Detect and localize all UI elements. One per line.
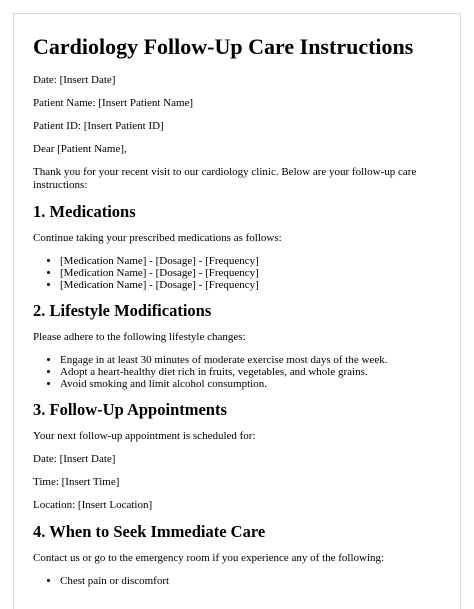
greeting: Dear [Patient Name], (33, 143, 127, 155)
lifestyle-list (33, 354, 448, 390)
lifestyle-heading: 2. Lifestyle Modifications (33, 301, 212, 320)
document-content (33, 34, 448, 597)
appointment-time: Time: [Insert Time] (33, 476, 120, 488)
medication-item: • [Medication Name] - [Dosage] - [Frequency] (60, 279, 448, 291)
appointment-date: Date: [Insert Date] (33, 453, 116, 465)
medication-item: • [Medication Name] - [Dosage] - [Frequency] (60, 267, 448, 279)
lifestyle-item: • Engage in at least 30 minutes of moderate exercise most days of the week. (60, 354, 448, 366)
lifestyle-section (33, 301, 448, 390)
patient-name-field: Patient Name: [Insert Patient Name] (33, 97, 194, 109)
emergency-heading: 4. When to Seek Immediate Care (33, 522, 266, 541)
medication-item: • [Medication Name] - [Dosage] - [Frequency] (60, 255, 448, 267)
intro-paragraph: Thank you for your recent visit to our cardiology clinic. Below are your follow-up care instructions: (33, 166, 417, 191)
medications-list (33, 255, 448, 291)
lifestyle-item: • Avoid smoking and limit alcohol consumption. (60, 378, 448, 390)
medications-section (33, 202, 448, 291)
appointments-heading: 3. Follow-Up Appointments (33, 400, 227, 419)
emergency-item: • Chest pain or discomfort (60, 575, 448, 587)
appointment-location: Location: [Insert Location] (33, 499, 153, 511)
patient-id-field: Patient ID: [Insert Patient ID] (33, 120, 164, 132)
emergency-list (33, 575, 448, 587)
medications-heading: 1. Medications (33, 202, 136, 221)
lifestyle-item: • Adopt a heart-healthy diet rich in fruits, vegetables, and whole grains. (60, 366, 448, 378)
emergency-section (33, 522, 448, 587)
appointments-section (33, 400, 448, 512)
document-title: Cardiology Follow-Up Care Instructions (33, 34, 414, 59)
emergency-text: Contact us or go to the emergency room if you experience any of the following: (33, 552, 385, 564)
date-field: Date: [Insert Date] (33, 74, 116, 86)
lifestyle-text: Please adhere to the following lifestyle changes: (33, 331, 246, 343)
appointments-text: Your next follow-up appointment is scheduled for: (33, 430, 256, 442)
medications-text: Continue taking your prescribed medications as follows: (33, 232, 282, 244)
